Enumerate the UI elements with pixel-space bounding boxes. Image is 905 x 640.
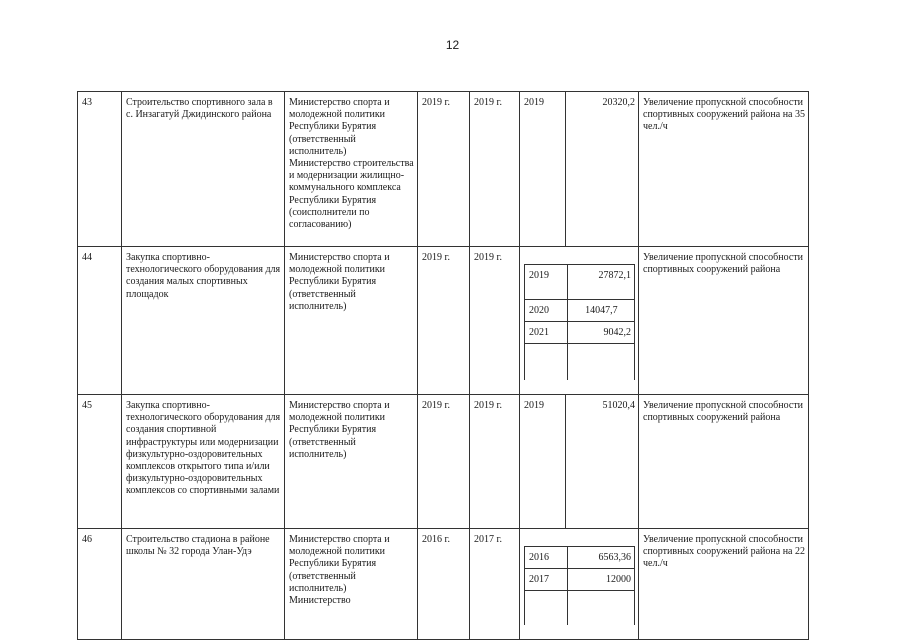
row-number: 43 [78, 92, 122, 247]
table-row [78, 528, 809, 639]
start-date: 2019 г. [418, 394, 470, 528]
funding-amount: 51020,4 [566, 394, 639, 528]
funding-subrow-empty [525, 344, 635, 380]
funding-subrow [525, 300, 635, 322]
funding-subrow-empty [525, 591, 635, 625]
expected-result: Увеличение пропускной способности спортивных сооружений района на 35 чел./ч [639, 92, 809, 247]
page-number: 12 [445, 38, 460, 52]
funding-year: 2019 [520, 92, 566, 247]
row-number: 45 [78, 394, 122, 528]
executor: Министерство спорта и молодежной политики Республики Бурятия (ответственный исполнитель) Министерство строительства и модернизации жилищно-коммунального комплекса Республики Бурятия (соисполнители по согласованию) [285, 92, 418, 247]
funding-breakdown [520, 247, 639, 395]
funding-subrow [525, 569, 635, 591]
measure-name: Закупка спортивно-технологического оборудования для создания малых спортивных площадок [122, 247, 285, 395]
end-date: 2017 г. [470, 528, 520, 639]
empty-cell [525, 344, 568, 380]
funding-year: 2017 [525, 569, 568, 591]
empty-cell [567, 344, 634, 380]
end-date: 2019 г. [470, 394, 520, 528]
expected-result: Увеличение пропускной способности спортивных сооружений района на 22 чел./ч [639, 528, 809, 639]
start-date: 2019 г. [418, 247, 470, 395]
start-date: 2019 г. [418, 92, 470, 247]
funding-subtable [524, 264, 635, 380]
table-row [78, 247, 809, 395]
funding-amount: 27872,1 [567, 265, 634, 300]
end-date: 2019 г. [470, 247, 520, 395]
empty-cell [525, 591, 568, 625]
measure-name: Закупка спортивно-технологического оборудования для создания спортивной инфраструктуры или модернизации физкультурно-оздоровительных комплексов открытого типа и/или физкультурно-оздоровительных комплексов со спортивными залами [122, 394, 285, 528]
table-row [78, 92, 809, 247]
expected-result: Увеличение пропускной способности спортивных сооружений района [639, 247, 809, 395]
funding-breakdown [520, 528, 639, 639]
funding-year: 2019 [525, 265, 568, 300]
end-date: 2019 г. [470, 92, 520, 247]
row-number: 46 [78, 528, 122, 639]
funding-subrow [525, 547, 635, 569]
funding-year: 2021 [525, 322, 568, 344]
funding-amount: 20320,2 [566, 92, 639, 247]
executor: Министерство спорта и молодежной политики Республики Бурятия (ответственный исполнитель) [285, 394, 418, 528]
table-row [78, 394, 809, 528]
measure-name: Строительство спортивного зала в с. Инзагатуй Джидинского района [122, 92, 285, 247]
funding-year: 2016 [525, 547, 568, 569]
expected-result: Увеличение пропускной способности спортивных сооружений района [639, 394, 809, 528]
measures-table [77, 91, 809, 640]
funding-amount: 14047,7 [567, 300, 634, 322]
executor: Министерство спорта и молодежной политики Республики Бурятия (ответственный исполнитель) [285, 247, 418, 395]
executor: Министерство спорта и молодежной политики Республики Бурятия (ответственный исполнитель) Министерство [285, 528, 418, 639]
funding-subrow [525, 265, 635, 300]
funding-year: 2019 [520, 394, 566, 528]
funding-amount: 6563,36 [567, 547, 634, 569]
row-number: 44 [78, 247, 122, 395]
funding-amount: 9042,2 [567, 322, 634, 344]
measure-name: Строительство стадиона в районе школы № 32 города Улан-Удэ [122, 528, 285, 639]
funding-subtable [524, 546, 635, 625]
funding-year: 2020 [525, 300, 568, 322]
start-date: 2016 г. [418, 528, 470, 639]
empty-cell [567, 591, 634, 625]
funding-amount: 12000 [567, 569, 634, 591]
funding-subrow [525, 322, 635, 344]
